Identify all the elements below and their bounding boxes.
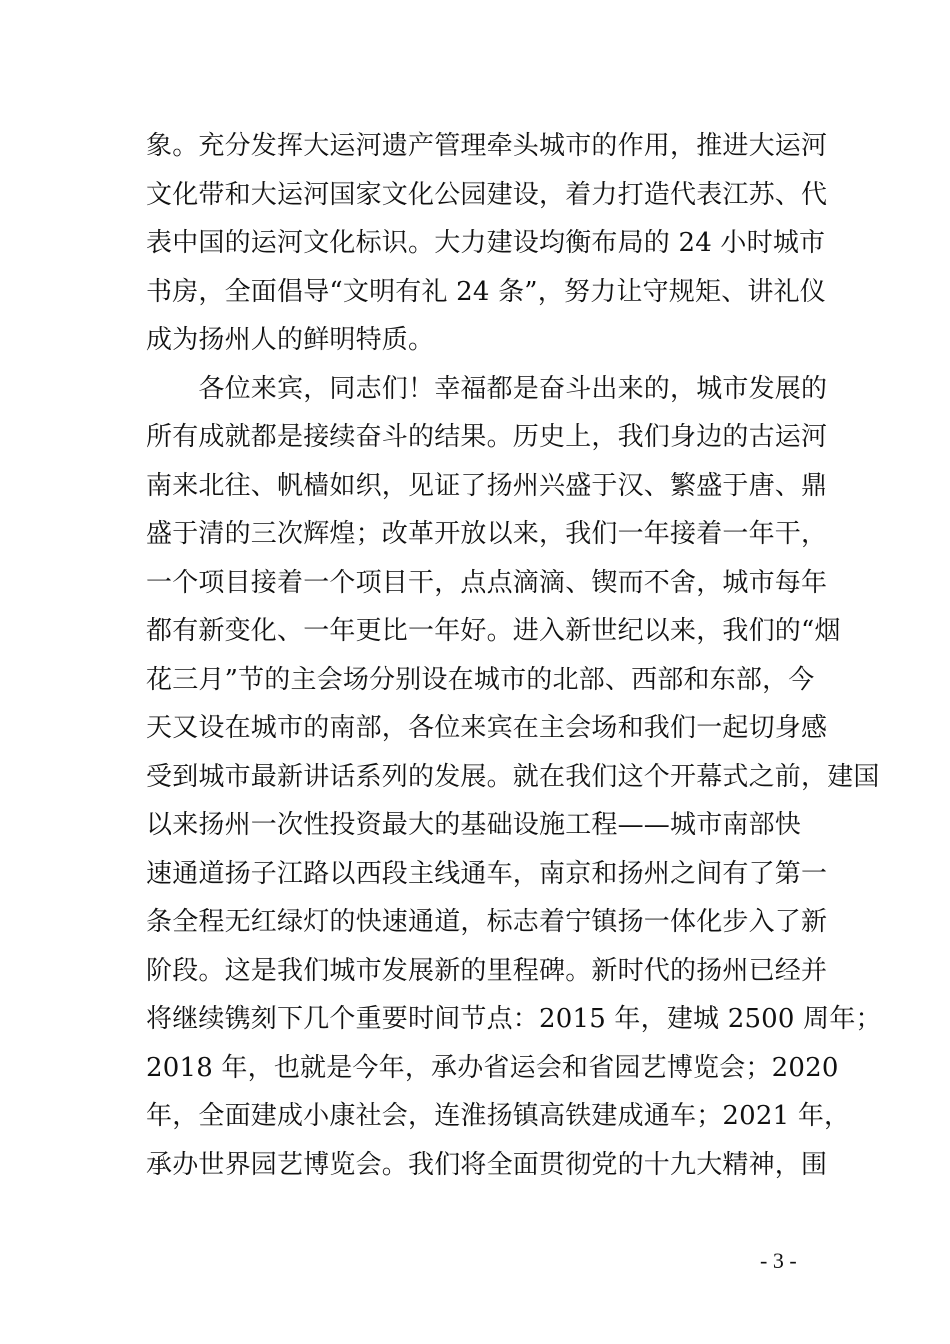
text-line: 花三月”节的主会场分别设在城市的北部、西部和东部，今 xyxy=(146,664,815,695)
text-line: 天又设在城市的南部，各位来宾在主会场和我们一起切身感 xyxy=(146,713,828,743)
text-line: 都有新变化、一年更比一年好。进入新世纪以来，我们的“烟 xyxy=(146,616,841,646)
text-line: 书房，全面倡导“文明有礼 24 条”，努力让守规矩、讲礼仪 xyxy=(146,276,826,307)
text-line: 所有成就都是接续奋斗的结果。历史上，我们身边的古运河 xyxy=(146,422,828,452)
text-line: 条全程无红绿灯的快速通道，标志着宁镇扬一体化步入了新 xyxy=(146,907,828,937)
text-line: 文化带和大运河国家文化公园建设，着力打造代表江苏、代 xyxy=(146,179,828,210)
text-line: 承办世界园艺博览会。我们将全面贯彻党的十九大精神，围 xyxy=(146,1149,828,1180)
page-number: - 3 - xyxy=(760,1248,797,1273)
text-line: 各位来宾，同志们！幸福都是奋斗出来的，城市发展的 xyxy=(146,373,828,404)
body-text xyxy=(146,122,882,1189)
text-line: 以来扬州一次性投资最大的基础设施工程——城市南部快 xyxy=(146,810,802,840)
text-line: 象。充分发挥大运河遗产管理牵头城市的作用，推进大运河 xyxy=(146,131,828,161)
text-line: 阶段。这是我们城市发展新的里程碑。新时代的扬州已经并 xyxy=(146,955,828,986)
text-line: 受到城市最新讲话系列的发展。就在我们这个开幕式之前，建国 xyxy=(146,761,880,792)
text-line: 将继续镌刻下几个重要时间节点：2015 年，建城 2500 周年； xyxy=(146,1004,882,1034)
text-line: 年，全面建成小康社会，连淮扬镇高铁建成通车；2021 年， xyxy=(146,1101,851,1131)
text-line: 速通道扬子江路以西段主线通车，南京和扬州之间有了第一 xyxy=(146,858,828,889)
text-line: 表中国的运河文化标识。大力建设均衡布局的 24 小时城市 xyxy=(146,228,826,258)
text-line: 盛于清的三次辉煌；改革开放以来，我们一年接着一年干， xyxy=(146,519,828,549)
text-line: 2018 年，也就是今年，承办省运会和省园艺博览会；2020 xyxy=(146,1052,839,1083)
text-line: 一个项目接着一个项目干，点点滴滴、锲而不舍，城市每年 xyxy=(146,567,828,598)
text-line: 南来北往、帆樯如织，见证了扬州兴盛于汉、繁盛于唐、鼎 xyxy=(146,470,828,501)
text-line: 成为扬州人的鲜明特质。 xyxy=(146,325,435,355)
